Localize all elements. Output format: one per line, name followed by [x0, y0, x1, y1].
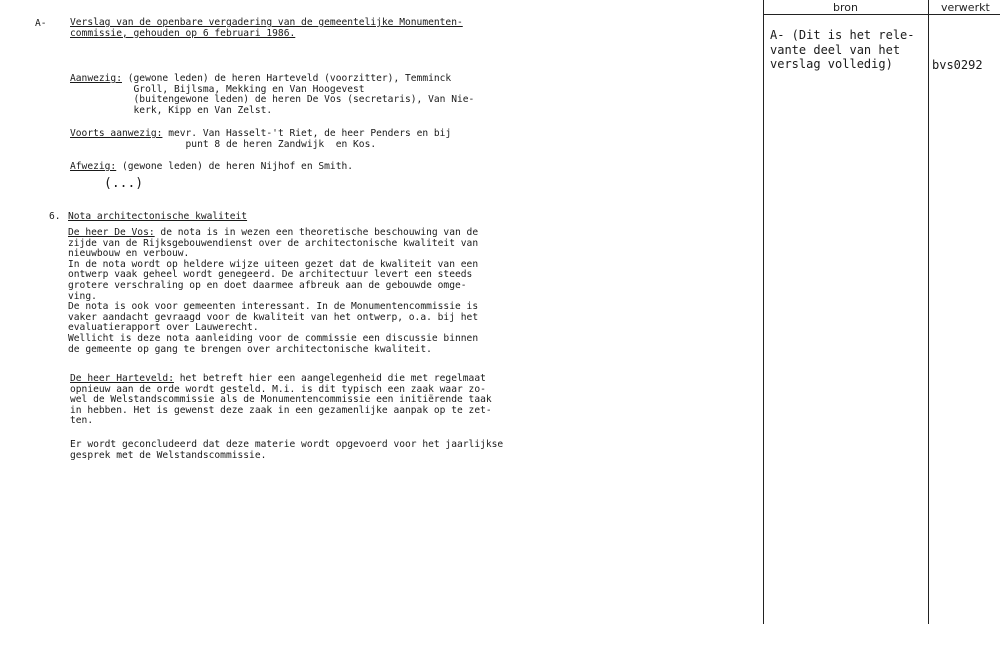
bron-line-2: vante deel van het	[770, 42, 901, 57]
harteveld-line-3: in hebben. Het is gewenst deze zaak in een gezamenlijke aanpak op te zet-	[70, 404, 492, 416]
harteveld-first-rest: het betreft hier een aangelegenheid die met regelmaat	[173, 373, 486, 384]
absent-text: (gewone leden) de heren Nijhof en Smith.	[116, 161, 354, 172]
vos-line-8: vaker aandacht gevraagd voor de kwaliteit van het ontwerp, o.a. bij het	[68, 311, 479, 323]
sidebar-header-rule	[763, 14, 1000, 15]
vos-line-9: evaluatierapport over Lauwerecht.	[68, 322, 259, 334]
vos-line-5: grotere verschraling op en doet daarmee afbreuk aan de gebouwde omge-	[68, 280, 467, 291]
harteveld-line-1: opnieuw aan de orde wordt gesteld. M.i. is dit typisch een zaak waar zo-	[70, 383, 486, 395]
bron-line-3: verslag volledig)	[770, 57, 893, 71]
harteveld-first-line	[70, 374, 486, 385]
vos-speaker: De heer De Vos:	[68, 227, 155, 238]
also-label: Voorts aanwezig:	[70, 128, 163, 139]
harteveld-line-4: ten.	[70, 415, 94, 427]
bron-line-1: A- (Dit is het rele-	[770, 28, 915, 42]
verwerkt-value: bvs0292	[932, 58, 983, 72]
vos-line-6: ving.	[68, 290, 97, 302]
ellipsis: (...)	[104, 176, 144, 191]
marker: A-	[35, 18, 47, 29]
title-line-2: commissie, gehouden op 6 februari 1986.	[70, 27, 296, 39]
vos-line-2: nieuwbouw en verbouw.	[68, 248, 190, 260]
attendance-absent	[70, 162, 353, 173]
conclusion-line-2: gesprek met de Welstandscommissie.	[70, 449, 267, 461]
vos-line-4: ontwerp vaak geheel wordt genegeerd. De architectuur levert een steeds	[68, 269, 473, 281]
present-label: Aanwezig:	[70, 73, 122, 84]
sidebar-left-border	[763, 0, 764, 624]
also-line-2: punt 8 de heren Zandwijk en Kos.	[70, 138, 377, 150]
harteveld-line-2: wel de Welstandscommissie als de Monumentencommissie een initiërende taak	[70, 394, 492, 406]
vos-first-rest: de nota is in wezen een theoretische beschouwing van de	[154, 227, 479, 238]
vos-first-line	[68, 228, 478, 239]
sidebar-column-divider	[928, 0, 929, 624]
section-number: 6.	[49, 211, 61, 222]
also-line-1: mevr. Van Hasselt-'t Riet, de heer Penders en bij	[162, 128, 452, 139]
present-line-1: (gewone leden) de heren Harteveld (voorzitter), Temminck	[121, 73, 452, 84]
column-header-bron: bron	[833, 1, 858, 14]
attendance-also	[70, 129, 451, 140]
harteveld-speaker: De heer Harteveld:	[70, 373, 174, 384]
vos-line-7: De nota is ook voor gemeenten interessant. In de Monumentencommissie is	[68, 301, 479, 313]
vos-line-1: zijde van de Rijksgebouwendienst over de architectonische kwaliteit van	[68, 237, 479, 249]
column-header-verwerkt: verwerkt	[941, 1, 990, 14]
conclusion-line-1: Er wordt geconcludeerd dat deze materie wordt opgevoerd voor het jaarlijkse	[70, 439, 504, 450]
attendance-present	[70, 74, 451, 85]
section-title: Nota architectonische kwaliteit	[68, 211, 248, 222]
title-line-1: Verslag van de openbare vergadering van de gemeentelijke Monumenten-	[70, 17, 463, 28]
vos-line-3: In de nota wordt op heldere wijze uiteen gezet dat de kwaliteit van een	[68, 258, 479, 270]
vos-line-11: de gemeente op gang te brengen over architectonische kwaliteit.	[68, 343, 432, 355]
present-line-4: kerk, Kipp en Van Zelst.	[70, 104, 273, 116]
absent-label: Afwezig:	[70, 161, 117, 172]
present-line-3: (buitengewone leden) de heren De Vos (secretaris), Van Nie-	[70, 94, 475, 106]
vos-line-10: Wellicht is deze nota aanleiding voor de commissie een discussie binnen	[68, 333, 479, 344]
present-line-2: Groll, Bijlsma, Mekking en Van Hoogevest	[70, 83, 365, 95]
